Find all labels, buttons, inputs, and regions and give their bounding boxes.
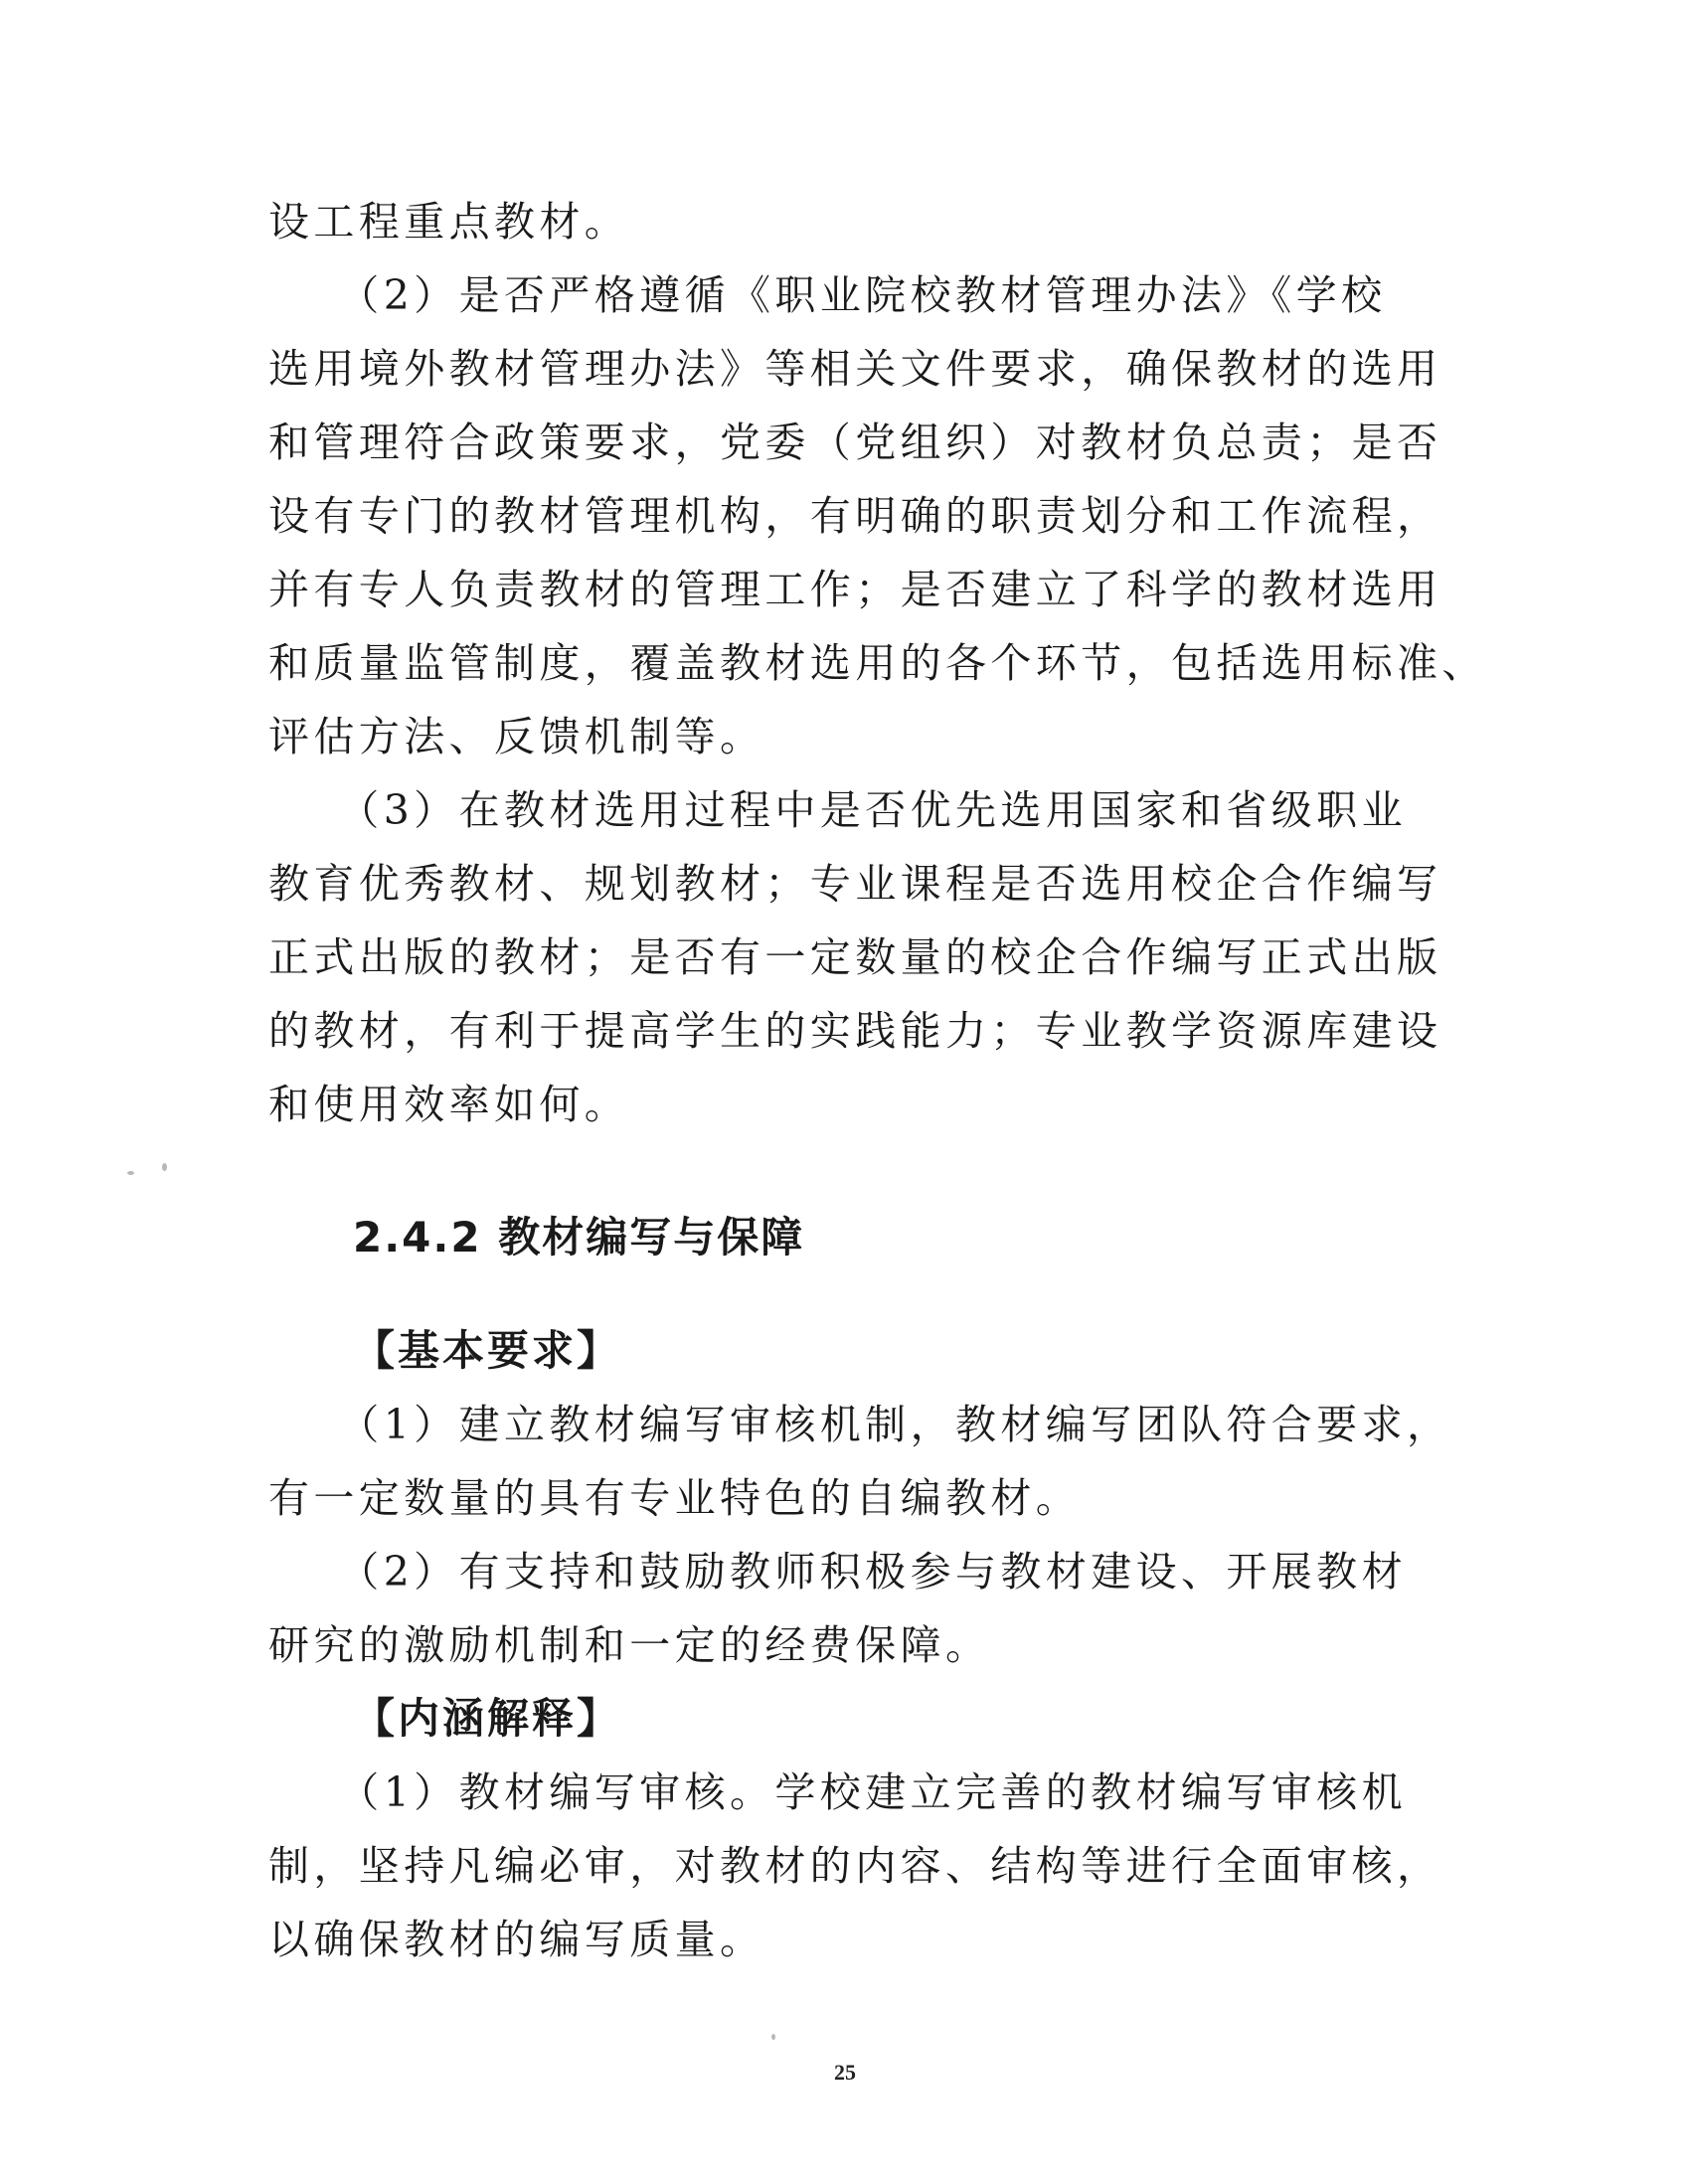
text-line: 的教材，有利于提高学生的实践能力；专业教学资源库建设 bbox=[268, 1007, 1442, 1055]
text-line: 设有专门的教材管理机构，有明确的职责划分和工作流程， bbox=[268, 492, 1442, 540]
text-line: 研究的激励机制和一定的经费保障。 bbox=[268, 1621, 991, 1669]
text-line: 正式出版的教材；是否有一定数量的校企合作编写正式出版 bbox=[268, 933, 1442, 981]
text-line: 设工程重点教材。 bbox=[268, 198, 630, 246]
text-line: （1）建立教材编写审核机制，教材编写团队符合要求， bbox=[268, 1401, 1452, 1448]
text-line: （2）是否严格遵循《职业院校教材管理办法》《学校 bbox=[268, 271, 1387, 319]
interpretation-label: 【内涵解释】 bbox=[353, 1694, 622, 1743]
text-line: 并有专人负责教材的管理工作；是否建立了科学的教材选用 bbox=[268, 566, 1442, 613]
section-heading: 2.4.2 教材编写与保障 bbox=[353, 1213, 805, 1261]
text-line: 选用境外教材管理办法》等相关文件要求，确保教材的选用 bbox=[268, 345, 1442, 393]
text-line: 以确保教材的编写质量。 bbox=[268, 1916, 765, 1963]
scan-speck bbox=[162, 1163, 167, 1171]
text-line: 制，坚持凡编必审，对教材的内容、结构等进行全面审核， bbox=[268, 1842, 1442, 1890]
text-line: 和使用效率如何。 bbox=[268, 1081, 630, 1128]
scan-speck bbox=[127, 1171, 134, 1175]
text-line: 评估方法、反馈机制等。 bbox=[268, 713, 765, 760]
text-line: （3）在教材选用过程中是否优先选用国家和省级职业 bbox=[268, 786, 1407, 834]
basic-requirements-label: 【基本要求】 bbox=[353, 1326, 622, 1375]
text-line: 和管理符合政策要求，党委（党组织）对教材负总责；是否 bbox=[268, 419, 1442, 466]
text-line: （1）教材编写审核。学校建立完善的教材编写审核机 bbox=[268, 1768, 1407, 1816]
text-line: 有一定数量的具有专业特色的自编教材。 bbox=[268, 1474, 1082, 1522]
section-spacer bbox=[268, 1141, 1377, 1201]
text-line: 和质量监管制度，覆盖教材选用的各个环节，包括选用标准、 bbox=[268, 639, 1487, 687]
text-line: （2）有支持和鼓励教师积极参与教材建设、开展教材 bbox=[268, 1548, 1407, 1596]
heading-spacer bbox=[268, 1274, 1377, 1314]
body-text bbox=[268, 185, 1487, 1976]
scan-speck bbox=[771, 2034, 775, 2040]
page-number: 25 bbox=[834, 2060, 856, 2085]
text-line: 教育优秀教材、规划教材；专业课程是否选用校企合作编写 bbox=[268, 860, 1442, 908]
